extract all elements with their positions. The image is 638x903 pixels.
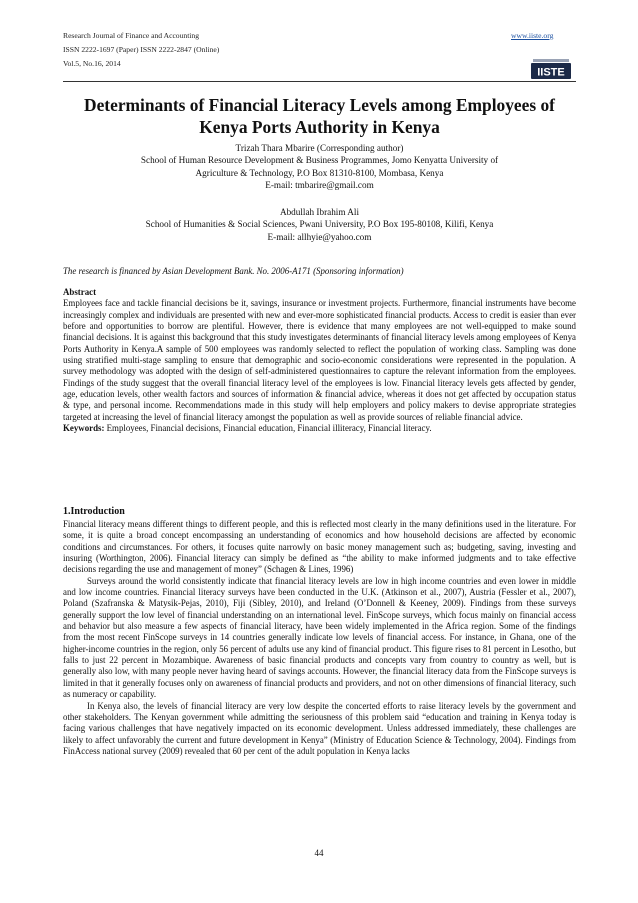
title-line-1: Determinants of Financial Literacy Levels among Employees of: [84, 95, 555, 115]
author-email-1: E-mail: tmbarire@gmail.com: [265, 180, 374, 191]
author-name-1: Trizah Thara Mbarire (Corresponding author): [235, 143, 404, 153]
author-affiliation-1b: Agriculture & Technology, P.O Box 81310-8100, Mombasa, Kenya: [195, 167, 444, 178]
keywords-label: Keywords:: [63, 423, 105, 434]
journal-name: Research Journal of Finance and Accounting: [63, 31, 200, 40]
author-affiliation-2: School of Humanities & Social Sciences, Pwani University, P.O Box 195-80108, Kilifi, Kenya: [145, 219, 494, 230]
author-affiliation-1a: School of Human Resource Development & Business Programmes, Jomo Kenyatta University of: [140, 155, 499, 166]
intro-paragraph-1: Financial literacy means different things to different people, and this is reflected most clearly in the many definitions used in the literature. For some, it is quite a broad concept encompassing an understanding of economics and how household decisions are affected by economic conditions and circumstances. For others, it focuses quite narrowly on basic money management such as; budgeting, saving, investing and insuring (Worthington, 2006). Financial literacy can simply be defined as “the ability to make informed judgments and to take effective decisions regarding the use and management of money” (Schagen & Lines, 1996): [63, 519, 576, 575]
paper-title: [63, 94, 576, 138]
title-line-2: Kenya Ports Authority in Kenya: [199, 117, 440, 137]
logo-text: IISTE: [537, 66, 565, 79]
header-rule: [63, 81, 576, 82]
author-block-1: [63, 142, 576, 192]
intro-paragraph-3: In Kenya also, the levels of financial literacy are very low despite the concerted efforts to raise literacy levels by the government and other stakeholders. The Kenyan government while admitting the seriousness of this problem said “education and training in Kenya today is facing various challenges that have negatively impacted on its economic development. Unless addressed immediately, these challenges are likely to affect unfavorably the current and future development in Kenya” (Ministry of Education Science & Technology, 2004). Findings from FinAccess national survey (2009) revealed that 60 per cent of the adult population in Kenya lacks: [63, 700, 576, 756]
abstract-text: Employees face and tackle financial decisions be it, savings, insurance or investment projects. Furthermore, financial instruments have become increasingly complex and individuals are presented with new and ever-more sophisticated financial products. Access to credit is easier than ever before and opportunities to borrow are plentiful. However, there is evidence that many employees are not well-equipped to make sound financial decisions. It is against this background that this study investigates determinants of financial literacy levels among employees of Kenya Ports Authority in Kenya.A sample of 500 employees was randomly selected to reflect the population of working class. Sampling was done using stratified multi-stage sampling to ensure that demographic and socio-economic considerations were represented in the population. A survey methodology was adopted with the design of self-administered questionnaires to capture the relevant information from the employees. Findings of the study suggest that the overall financial literacy level of the employees is low. Financial literacy levels gets affected by gender, age, education levels, other wealth factors and sources of information & financial advice, whereas it does not get affected by occupation status & type, and personal income. Recommendations made in this study will help employers and policy makers to devise appropriate strategies targeted at increasing the level of financial literacy amongst the population as well as provide sources of reliable financial advice.: [63, 298, 576, 422]
abstract-section: [63, 287, 576, 434]
keywords-text: Employees, Financial decisions, Financial education, Financial illiteracy, Financial literacy.: [104, 423, 432, 434]
journal-url-link[interactable]: www.iiste.org: [511, 31, 554, 40]
author-email-2: E-mail: allhyie@yahoo.com: [267, 231, 372, 242]
intro-section: [63, 519, 576, 757]
volume-line: Vol.5, No.16, 2014: [63, 59, 121, 68]
intro-heading: 1.Introduction: [63, 506, 125, 517]
page-number: 44: [314, 848, 324, 858]
abstract-heading: Abstract: [63, 287, 97, 297]
issn-line: ISSN 2222-1697 (Paper) ISSN 2222-2847 (Online): [63, 45, 220, 54]
keywords-line: [63, 423, 576, 434]
author-name-2: Abdullah Ibrahim Ali: [279, 207, 360, 217]
author-block-2: [63, 206, 576, 243]
intro-paragraph-2: Surveys around the world consistently indicate that financial literacy levels are low in high income countries and even lower in middle and low income countries. Financial literacy surveys have been conducted in the U.K. (Atkinson et al., 2007), Austria (Fessler et al., 2007), Poland (Szafranska & Matysik-Pejas, 2010), Fiji (Sibley, 2010), and Ireland (O’Donnell & Keeney, 2009). Findings from these surveys generally support the low level of financial understanding on an international level. FinScope surveys, which focus mainly on financial access and behavior but also measure a few aspects of financial literacy, have been widely implemented in the Africa region. Some of the findings from the most recent FinScope surveys in 14 countries generally indicate low levels of financial access. For instance, in Ghana, one of the higher-income countries in the region, only 56 percent of adults use any kind of financial product. This figure rises to 81 percent in Lesotho, but falls to just 22 percent in Mozambique. Awareness of basic financial products and concepts vary from country to country as well, but is generally also low, with many people never having heard of savings accounts. However, the financial literacy data from the FinScope surveys is limited in that it generally focuses only on awareness of financial products and providers, and not on other dimensions of financial literacy, such as numeracy or capability.: [63, 575, 576, 700]
iiste-logo: [527, 57, 575, 81]
funding-note: The research is financed by Asian Development Bank. No. 2006-A171 (Sponsoring information): [63, 266, 404, 276]
